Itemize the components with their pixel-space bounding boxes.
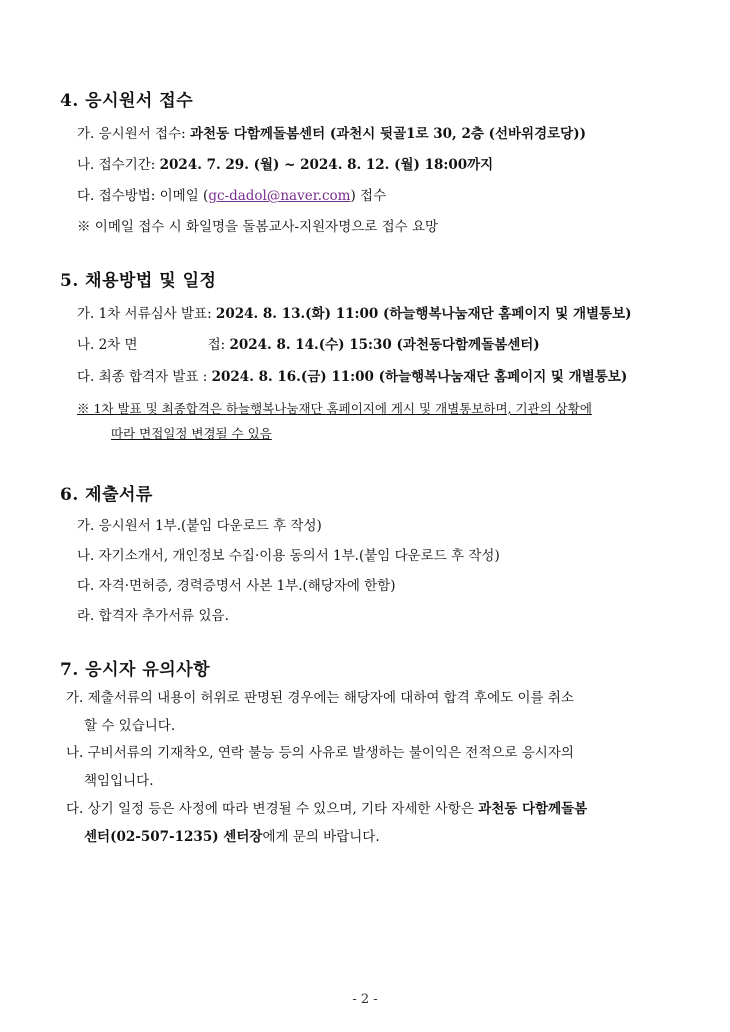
s6-item-c: 다. 자격·면허증, 경력증명서 사본 1부.(해당자에 한함) — [77, 578, 396, 594]
s7-item-c-center-name: 과천동 다함께돌봄 — [478, 801, 588, 817]
page-number: - 2 - — [352, 992, 378, 1007]
s5-item-c-value: 2024. 8. 16.(금) 11:00 (하늘행복나눔재단 홈페이지 및 개별통보) — [211, 369, 628, 385]
s4-item-b-label: 나. 접수기간: — [77, 157, 160, 173]
s5-item-b — [77, 333, 540, 353]
s5-item-b-label-2: 접: — [207, 337, 230, 353]
s7-item-c-text: 다. 상기 일정 등은 사정에 따라 변경될 수 있으며, 기타 자세한 사항은 — [66, 801, 479, 817]
s7-item-c-line-2 — [84, 825, 380, 845]
s4-item-a — [77, 122, 586, 142]
s5-item-a-value: 2024. 8. 13.(화) 11:00 (하늘행복나눔재단 홈페이지 및 개별통보) — [215, 306, 632, 322]
section-5-heading: 5. 채용방법 및 일정 — [60, 271, 217, 291]
s7-item-c-suffix: 에게 문의 바랍니다. — [262, 829, 380, 845]
s7-item-b-line-2: 책임입니다. — [84, 773, 154, 789]
section-7-heading: 7. 응시자 유의사항 — [60, 660, 211, 680]
s4-item-a-label: 가. 응시원서 접수: — [77, 126, 191, 142]
s5-item-a — [77, 302, 632, 322]
s6-item-b: 나. 자기소개서, 개인정보 수집·이용 동의서 1부.(붙임 다운로드 후 작성) — [77, 548, 500, 564]
s5-item-c — [77, 365, 627, 385]
s5-note-line-2: 따라 면접일정 변경될 수 있음 — [111, 426, 272, 441]
email-link[interactable]: gc-dadol@naver.com — [208, 188, 351, 204]
s5-item-b-value: 2024. 8. 14.(수) 15:30 (과천동다함께돌봄센터) — [229, 337, 540, 353]
section-4-heading: 4. 응시원서 접수 — [60, 91, 194, 111]
s7-item-c-line-1 — [66, 797, 587, 817]
s4-item-b — [77, 153, 493, 173]
s7-item-b-line-1: 나. 구비서류의 기재착오, 연락 불능 등의 사유로 발생하는 불이익은 전적으로 응시자의 — [66, 745, 574, 761]
s7-item-c-contact: 센터(02-507-1235) 센터장 — [84, 829, 263, 845]
s5-item-c-label: 다. 최종 합격자 발표 : — [77, 369, 212, 385]
s6-item-a: 가. 응시원서 1부.(붙임 다운로드 후 작성) — [77, 518, 322, 534]
s7-item-a-line-1: 가. 제출서류의 내용이 허위로 판명된 경우에는 해당자에 대하여 합격 후에도 이를 취소 — [66, 690, 574, 706]
s5-item-a-label: 가. 1차 서류심사 발표: — [77, 306, 216, 322]
s5-note-line-1: ※ 1차 발표 및 최종합격은 하늘행복나눔재단 홈페이지에 게시 및 개별통보하며, 기관의 상황에 — [77, 401, 592, 416]
s5-item-b-label-1: 나. 2차 면 — [77, 337, 138, 353]
s4-item-c-label: 다. 접수방법: 이메일 ( — [77, 188, 209, 204]
section-6-heading: 6. 제출서류 — [60, 485, 153, 505]
s6-item-d: 라. 합격자 추가서류 있음. — [77, 608, 229, 624]
s4-item-c-suffix: ) 접수 — [350, 188, 387, 204]
s4-note: ※ 이메일 접수 시 화일명을 돌봄교사-지원자명으로 접수 요망 — [77, 219, 439, 235]
s4-item-b-value: 2024. 7. 29. (월) ~ 2024. 8. 12. (월) 18:00까지 — [159, 157, 494, 173]
s4-item-a-value: 과천동 다함께돌봄센터 (과천시 뒷골1로 30, 2층 (선바위경로당)) — [190, 126, 586, 142]
s7-item-a-line-2: 할 수 있습니다. — [84, 718, 176, 734]
s4-item-c — [77, 184, 386, 204]
